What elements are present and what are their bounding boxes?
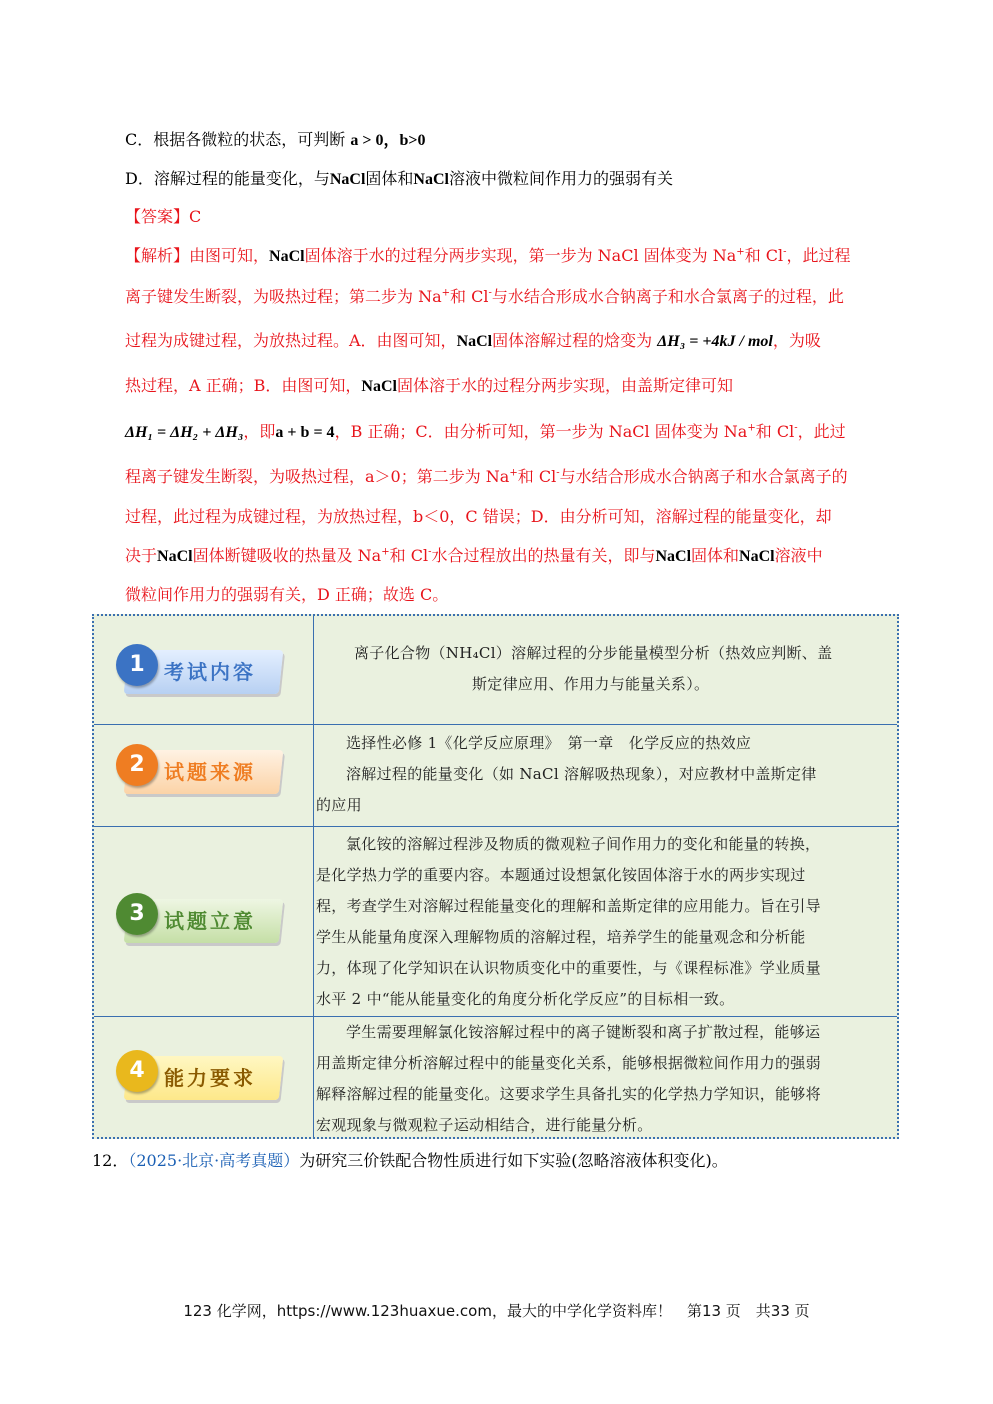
analysis-text: 水合过程放出的热量有关，即与	[431, 546, 656, 565]
formula: NaCl	[361, 378, 397, 395]
analysis-text: 和 Cl	[744, 246, 784, 265]
row-text-line: 力，体现了化学知识在认识物质变化中的重要性，与《课程标准》学业质量	[316, 959, 821, 977]
row-text-line: 解释溶解过程的能量变化。这要求学生具备扎实的化学热力学知识，能够将	[316, 1085, 821, 1103]
sum-equation: a + b = 4	[275, 424, 335, 441]
analysis-line-4	[125, 376, 733, 397]
hess-equation: ΔH₁ = ΔH₂ + ΔH₃	[125, 424, 244, 441]
analysis-line-8	[125, 546, 823, 567]
badge-label: 试题立意	[164, 909, 256, 933]
analysis-line-2	[125, 287, 844, 307]
charge: +	[381, 546, 390, 558]
answer-line	[125, 207, 201, 227]
analysis-text: 固体断键吸收的热量及 Na	[192, 546, 382, 565]
question-number: 12．	[92, 1151, 129, 1170]
option-c-math: a > 0，b>0	[350, 132, 426, 149]
analysis-text: ，B 正确；C．由分析可知，第一步为 NaCl 固体变为 Na	[334, 422, 748, 441]
badge-label: 能力要求	[164, 1066, 256, 1090]
analysis-text: 离子键发生断裂，为吸热过程；第二步为 Na	[125, 287, 442, 306]
row-3-content	[316, 829, 821, 1015]
page-footer	[0, 1300, 993, 1321]
analysis-line-5	[125, 422, 846, 443]
question-text: 为研究三价铁配合物性质进行如下实验(忽略溶液体积变化)。	[299, 1151, 728, 1170]
badge-label: 考试内容	[164, 660, 256, 684]
row-text-line: 水平 2 中“能从能量变化的角度分析化学反应”的目标相一致。	[316, 990, 735, 1008]
analysis-text: 与水结合形成水合钠离子和水合氯离子的	[559, 467, 848, 486]
formula: NaCl	[157, 548, 193, 565]
analysis-box	[92, 614, 899, 1139]
answer-tag: 【答案】	[125, 207, 190, 226]
badge-ability-requirement	[116, 1050, 281, 1108]
enthalpy-equation: ΔH₃ = +4kJ / mol	[657, 333, 773, 350]
analysis-line-7	[125, 507, 832, 527]
charge: -	[488, 287, 492, 299]
badge-number: 4	[116, 1050, 158, 1092]
row-divider	[94, 826, 897, 827]
charge: -	[783, 246, 787, 258]
charge: +	[441, 287, 451, 299]
column-divider	[313, 1016, 314, 1139]
formula: NaCl	[655, 548, 692, 565]
analysis-text: 决于	[125, 546, 158, 565]
charge: -	[428, 546, 432, 558]
analysis-line-1	[125, 246, 851, 267]
row-text-line: 的应用	[316, 796, 362, 814]
option-d-text: D．溶解过程的能量变化，与	[125, 169, 330, 188]
row-text-line: 程，考查学生对溶解过程能量变化的理解和盖斯定律的应用能力。旨在引导	[316, 897, 821, 915]
row-1-content	[354, 638, 832, 700]
analysis-text: 微粒间作用力的强弱有关，D 正确；故选 C。	[125, 585, 449, 604]
column-divider	[313, 616, 314, 724]
question-source-link[interactable]: （2025·北京·高考真题）	[128, 1151, 300, 1170]
row-text-line: 是化学热力学的重要内容。本题通过设想氯化铵固体溶于水的两步实现过	[316, 866, 806, 884]
analysis-text: ，即	[243, 422, 276, 441]
analysis-text: 和 Cl	[450, 287, 489, 306]
analysis-line-6	[125, 467, 848, 487]
analysis-text: ，此过程	[786, 246, 851, 265]
charge: +	[509, 467, 518, 479]
analysis-text: 与水结合形成水合钠离子和水合氯离子的过程，此	[491, 287, 844, 306]
analysis-text: 固体和	[691, 546, 740, 565]
row-text-line: 斯定律应用、作用力与能量关系）。	[472, 675, 710, 693]
analysis-text: 固体溶于水的过程分两步实现，由盖斯定律可知	[396, 376, 733, 395]
badge-exam-content	[116, 644, 281, 702]
analysis-line-3	[125, 331, 821, 352]
row-text-line: 学生需要理解氯化铵溶解过程中的离子键断裂和离子扩散过程，能够运	[346, 1023, 821, 1041]
column-divider	[313, 826, 314, 1016]
analysis-text: 固体溶解过程的焓变为	[492, 331, 653, 350]
charge: +	[736, 246, 745, 258]
badge-number: 3	[116, 893, 158, 935]
row-text-line: 离子化合物（NH₄Cl）溶解过程的分步能量模型分析（热效应判断、盖	[354, 644, 833, 662]
formula: NaCl	[413, 171, 449, 188]
charge: -	[794, 422, 798, 434]
analysis-text: 和 Cl	[389, 546, 429, 565]
analysis-text: 由图可知，	[189, 246, 270, 265]
option-d-text: 固体和	[365, 169, 414, 188]
badge-label: 试题来源	[164, 760, 256, 784]
answer-value: C	[189, 207, 202, 226]
option-c-text: C．根据各微粒的状态，可判断	[125, 130, 346, 149]
question-12	[92, 1151, 728, 1171]
row-text-line: 溶解过程的能量变化（如 NaCl 溶解吸热现象），对应教材中盖斯定律	[346, 765, 817, 783]
badge-question-intent	[116, 893, 281, 951]
footer-text: 123 化学网，https://www.123huaxue.com，最大的中学化学资料库！ 第13 页 共33 页	[183, 1302, 810, 1320]
option-d-text: 溶液中微粒间作用力的强弱有关	[448, 169, 673, 188]
row-text-line: 选择性必修 1《化学反应原理》 第一章 化学反应的热效应	[346, 734, 752, 752]
badge-number: 1	[116, 644, 158, 686]
analysis-line-9	[125, 585, 448, 605]
row-divider	[94, 724, 897, 725]
formula: NaCl	[269, 248, 305, 265]
analysis-text: 过程，此过程为成键过程，为放热过程，b＜0，C 错误；D．由分析可知，溶解过程的能量变化，却	[125, 507, 832, 526]
analysis-text: 程离子键发生断裂，为吸热过程，a＞0；第二步为 Na	[125, 467, 510, 486]
formula: NaCl	[739, 548, 775, 565]
formula: NaCl	[456, 333, 493, 350]
analysis-text: 固体溶于水的过程分两步实现，第一步为 NaCl 固体变为 Na	[304, 246, 737, 265]
row-4-content	[316, 1017, 821, 1141]
row-text-line: 宏观现象与微观粒子运动相结合，进行能量分析。	[316, 1116, 653, 1134]
badge-question-source	[116, 744, 281, 802]
analysis-text: 和 Cl	[517, 467, 557, 486]
analysis-text: ，为吸	[772, 331, 821, 350]
row-text-line: 学生从能量角度深入理解物质的溶解过程，培养学生的能量观念和分析能	[316, 928, 806, 946]
row-2-content	[316, 728, 817, 821]
charge: +	[747, 422, 756, 434]
row-text-line: 用盖斯定律分析溶解过程中的能量变化关系，能够根据微粒间作用力的强弱	[316, 1054, 821, 1072]
analysis-text: 热过程，A 正确；B．由图可知，	[125, 376, 362, 395]
analysis-text: 和 Cl	[755, 422, 795, 441]
analysis-text: ，此过	[797, 422, 846, 441]
option-d	[125, 169, 673, 190]
charge: -	[556, 467, 560, 479]
column-divider	[313, 724, 314, 826]
analysis-text: 溶液中	[774, 546, 823, 565]
badge-number: 2	[116, 744, 158, 786]
row-text-line: 氯化铵的溶解过程涉及物质的微观粒子间作用力的变化和能量的转换，	[346, 835, 821, 853]
option-c	[125, 130, 425, 151]
formula: NaCl	[329, 171, 366, 188]
analysis-text: 过程为成键过程，为放热过程。A．由图可知，	[125, 331, 457, 350]
analysis-tag: 【解析】	[125, 246, 190, 265]
